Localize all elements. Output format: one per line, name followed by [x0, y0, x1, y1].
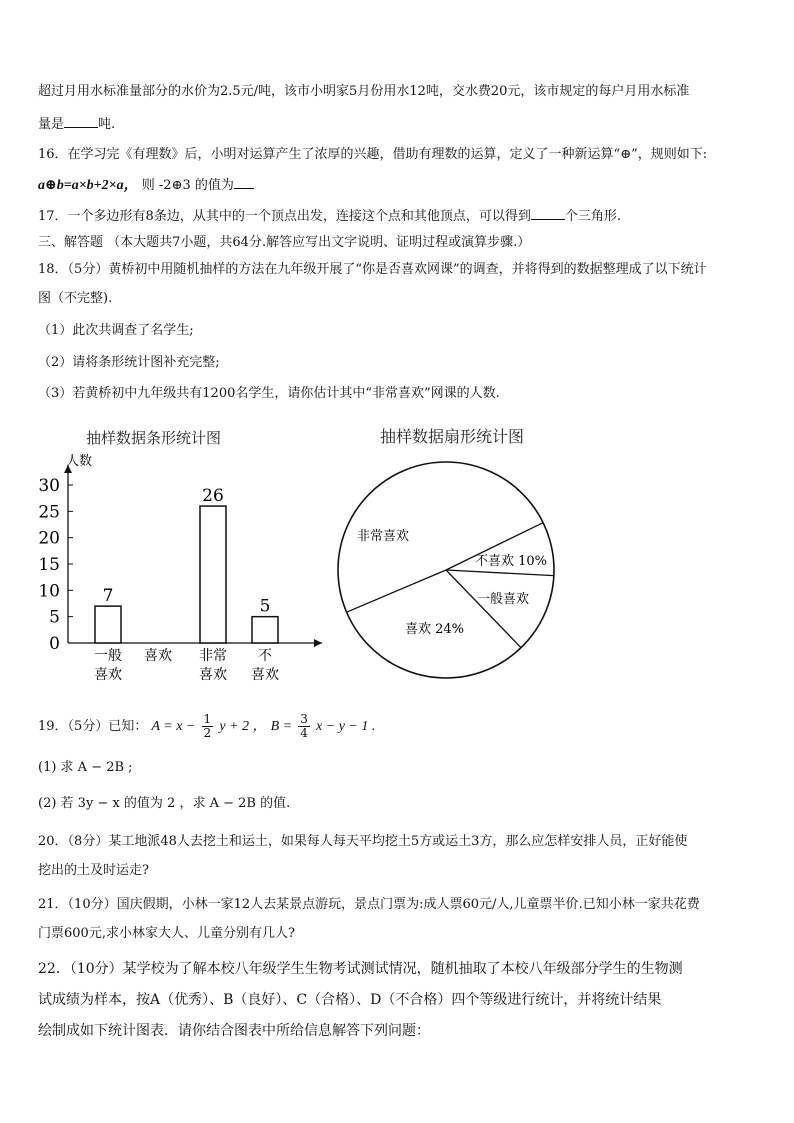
fraction-denominator: 4 [300, 726, 308, 740]
x-tick-label: 喜欢 [199, 667, 227, 683]
question-22-line-2: 试成绩为样本，按A（优秀）、B（良好）、C（合格）、D（不合格）四个等级进行统计，并将统计结果 [38, 992, 662, 1008]
bar-value-label: 5 [259, 596, 271, 617]
y-tick-label: 25 [38, 502, 60, 523]
question-22-line-1: 22．（10分）某学校为了解本校八年级学生生物考试测试情况，随机抽取了本校八年级部分学生的生物测 [38, 961, 683, 977]
line-1: 超过月用水标准量部分的水价为2.5元/吨，该市小明家5月份用水12吨，交水费20元，该市规定的每户月用水标准 [38, 84, 690, 99]
question-17 [38, 207, 621, 226]
pie-slice-label: 不喜欢 10% [475, 554, 548, 569]
question-19-part-1: (1) 求 A − 2B ; [38, 760, 133, 775]
bar [252, 617, 278, 643]
expr-b: B = [270, 719, 293, 734]
question-18-part-2: （2）请将条形统计图补充完整; [38, 355, 220, 370]
pie-slice-label: 一般喜欢 [477, 592, 530, 607]
pie-slice-label: 非常喜欢 [357, 529, 410, 544]
line-2-text: 量是 [38, 117, 65, 132]
y-tick-label: 20 [38, 528, 60, 549]
y-tick-label: 10 [38, 581, 60, 602]
answer-blank [531, 207, 565, 220]
bar [200, 506, 226, 643]
question-22-line-3: 绘制成如下统计图表．请你结合图表中所给信息解答下列问题： [38, 1023, 430, 1039]
x-tick-label: 不 [258, 648, 272, 664]
question-19 [38, 712, 375, 742]
x-tick-label: 喜欢 [144, 648, 172, 664]
expr-a: A = x − [151, 719, 196, 734]
x-tick-label: 喜欢 [94, 667, 122, 683]
bar-chart-title: 抽样数据条形统计图 [86, 429, 222, 447]
question-17-text: 17．一个多边形有8条边，从其中的一个顶点出发，连接这个点和其他顶点，可以得到 [38, 209, 531, 224]
question-20-line-2: 挖出的土及时运走? [38, 863, 149, 878]
y-axis-label: 人数 [66, 454, 93, 469]
section-3-heading: 三、解答题 （本大题共7小题，共64分.解答应写出文字说明、证明过程或演算步骤.） [38, 235, 531, 250]
question-16-line-1: 16．在学习完《有理数》后，小明对运算产生了浓厚的兴趣，借助有理数的运算，定义了一种新运算“⊕”，规则如下: [38, 147, 708, 162]
fraction-denominator: 2 [203, 726, 212, 740]
line-2 [38, 115, 115, 134]
bar-value-label: 7 [102, 586, 114, 607]
question-18-line-2: 图（不完整). [38, 291, 113, 306]
question-17-tail: 个三角形. [564, 209, 621, 224]
bar-chart [30, 445, 330, 695]
x-tick-label: 一般 [94, 648, 122, 664]
question-21-line-2: 门票600元,求小林家大人、儿童分别有几人? [38, 926, 295, 941]
bar-value-label: 26 [202, 486, 224, 507]
question-18-line-1: 18．（5分）黄桥初中用随机抽样的方法在九年级开展了“你是否喜欢网课”的调查，并将得到的数据整理成了以下统计 [38, 262, 707, 277]
question-16-formula: a⊕b=a×b+2×a， [38, 178, 138, 193]
question-16-rest: 则 -2⊕3 的值为 [141, 178, 234, 193]
x-axis-arrow [314, 639, 322, 647]
fraction-numerator: 1 [203, 712, 212, 726]
fraction-numerator: 3 [300, 712, 308, 726]
y-tick-label: 5 [49, 607, 60, 628]
expr-b-tail: x − y − 1 . [316, 719, 376, 734]
question-19-part-2: (2) 若 3y − x 的值为 2 ，求 A − 2B 的值. [38, 796, 291, 811]
y-tick-label: 30 [38, 476, 60, 496]
x-tick-label: 喜欢 [251, 667, 279, 683]
x-tick-label: 非常 [199, 648, 227, 664]
question-19-prefix: 19．（5分）已知： [38, 719, 148, 734]
answer-blank [64, 115, 98, 128]
fraction-three-quarters [298, 713, 310, 740]
question-20-line-1: 20．（8分）某工地派48人去挖土和运土，如果每人每天平均挖土5方或运土3方，那么应怎样安排人员，正好能使 [38, 834, 688, 849]
pie-slice-label: 喜欢 24% [405, 622, 465, 637]
fraction-one-half [202, 713, 214, 740]
answer-blank [234, 176, 254, 189]
pie-chart [335, 445, 565, 685]
y-tick-label: 15 [38, 555, 60, 575]
pie-chart-title: 抽样数据扇形统计图 [380, 427, 525, 446]
line-2-tail: 吨. [98, 117, 116, 132]
question-18-part-3: （3）若黄桥初中九年级共有1200名学生，请你估计其中“非常喜欢”网课的人数. [38, 386, 500, 401]
bar [95, 606, 121, 643]
question-18-part-1: （1）此次共调查了名学生; [38, 323, 194, 338]
question-21-line-1: 21．（10分）国庆假期，小林一家12人去某景点游玩，景点门票为:成人票60元/人,儿童票半价.已知小林一家共花费 [38, 897, 700, 912]
question-16-line-2 [38, 176, 254, 195]
y-tick-label: 0 [49, 634, 60, 654]
expr-a-tail: y + 2 ， [219, 719, 267, 734]
